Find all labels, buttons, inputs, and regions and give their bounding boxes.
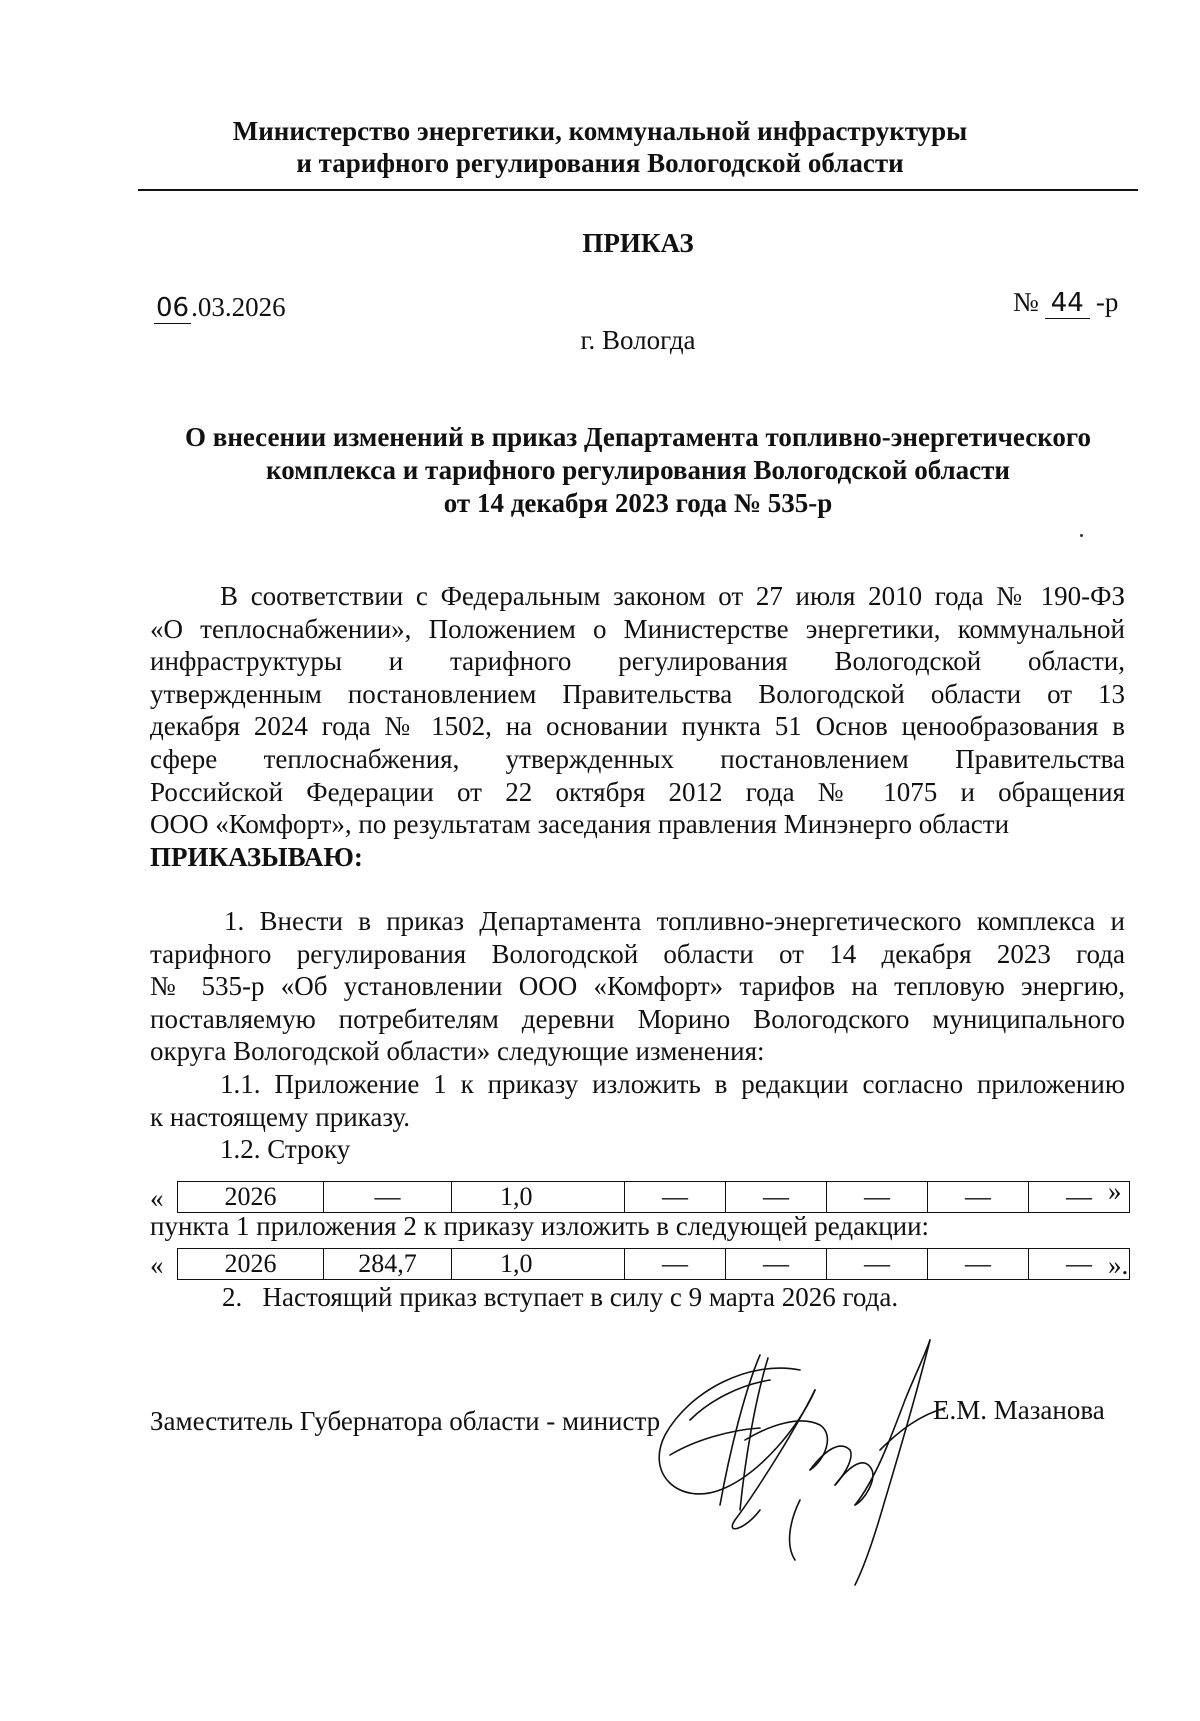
preamble-line: утвержденным постановлением Правительства Вологодской области от 13 xyxy=(150,678,1125,709)
ministry-name-line1: Министерство энергетики, коммунальной инфраструктуры xyxy=(232,116,968,146)
subject-line2: комплекса и тарифного регулирования Вологодской области xyxy=(266,455,1010,485)
item1-line: тарифного регулирования Вологодской области от 14 декабря 2023 года xyxy=(150,938,1125,969)
preamble-line: В соответствии с Федеральным законом от 27 июля 2010 года № 190-ФЗ xyxy=(220,581,1125,611)
table-row-new xyxy=(177,1248,1130,1280)
table-cell: — xyxy=(726,1249,827,1280)
order-date-day: 06 xyxy=(156,293,190,323)
open-quote: « xyxy=(150,1250,164,1280)
order-number-value: 44 xyxy=(1045,288,1090,319)
table-cell: — xyxy=(928,1249,1029,1280)
item1-line: поставляемую потребителям деревни Морино Вологодского муниципального xyxy=(150,1003,1125,1034)
preamble xyxy=(150,580,1125,873)
item1-line: округа Вологодской области» следующие изменения: xyxy=(150,1036,765,1067)
order-number-prefix: № xyxy=(1013,287,1039,317)
ministry-name-line2: и тарифного регулирования Вологодской области xyxy=(296,148,904,178)
preamble-line: ООО «Комфорт», по результатам заседания правления Минэнерго области xyxy=(150,809,1010,840)
table-cell: — xyxy=(827,1249,928,1280)
table-cell: 1,0 xyxy=(452,1182,625,1213)
order-date xyxy=(154,292,286,323)
table-cell: — xyxy=(1029,1182,1130,1213)
order-number xyxy=(1013,287,1118,318)
table-cell: 2026 xyxy=(178,1182,324,1213)
table-cell: — xyxy=(625,1182,726,1213)
scan-speck xyxy=(1080,534,1083,537)
table-cell: — xyxy=(1029,1249,1130,1280)
sub1-line2: к настоящему приказу. xyxy=(150,1101,410,1132)
order-city: г. Вологда xyxy=(580,325,696,355)
item2-text: 2. Настоящий приказ вступает в силу с 9 марта 2026 года. xyxy=(222,1282,899,1312)
sub2-label: 1.2. Строку xyxy=(220,1134,351,1165)
close-quote: » xyxy=(1108,1176,1122,1206)
table-cell: — xyxy=(625,1249,726,1280)
preamble-line: «О теплоснабжении», Положением о Министерстве энергетики, коммунальной xyxy=(150,613,1125,644)
sub1-line1: 1.1. Приложение 1 к приказу изложить в редакции согласно приложению xyxy=(220,1068,1125,1099)
order-title: ПРИКАЗ xyxy=(582,228,694,258)
subject-line1: О внесении изменений в приказ Департамента топливно-энергетического xyxy=(184,422,1091,452)
table-cell: 2026 xyxy=(178,1249,324,1280)
table-cell: — xyxy=(726,1182,827,1213)
item1 xyxy=(150,905,1125,1166)
handwritten-signature xyxy=(650,1330,950,1590)
item1-line: № 535-р «Об установлении ООО «Комфорт» тарифов на тепловую энергию, xyxy=(150,971,1125,1002)
table-cell: — xyxy=(324,1182,452,1213)
table-row-old xyxy=(177,1181,1130,1213)
table-cell: — xyxy=(928,1182,1029,1213)
signatory-name: Е.М. Мазанова xyxy=(933,1395,1105,1425)
close-quote: ». xyxy=(1108,1250,1129,1280)
header-divider xyxy=(138,189,1138,191)
subject-line3: от 14 декабря 2023 года № 535-р xyxy=(443,488,833,518)
item1-line: 1. Внести в приказ Департамента топливно-энергетического комплекса и xyxy=(224,906,1125,936)
signatory-title: Заместитель Губернатора области - министр xyxy=(150,1406,661,1436)
order-number-suffix: -р xyxy=(1095,287,1119,317)
order-date-rest: .03.2026 xyxy=(191,292,286,322)
preamble-line: Российской Федерации от 22 октября 2012 года № 1075 и обращения xyxy=(150,776,1125,807)
between-rows-text: пункта 1 приложения 2 к приказу изложить в следующей редакции: xyxy=(150,1211,930,1241)
open-quote: « xyxy=(150,1183,164,1213)
table-cell: — xyxy=(827,1182,928,1213)
preamble-line: инфраструктуры и тарифного регулирования Вологодской области, xyxy=(150,646,1125,677)
preamble-line: сфере теплоснабжения, утвержденных постановлением Правительства xyxy=(150,743,1125,774)
order-word: ПРИКАЗЫВАЮ: xyxy=(150,841,363,872)
table-cell: 284,7 xyxy=(324,1249,452,1280)
table-cell: 1,0 xyxy=(452,1249,625,1280)
preamble-line: декабря 2024 года № 1502, на основании пункта 51 Основ ценообразования в xyxy=(150,711,1125,742)
